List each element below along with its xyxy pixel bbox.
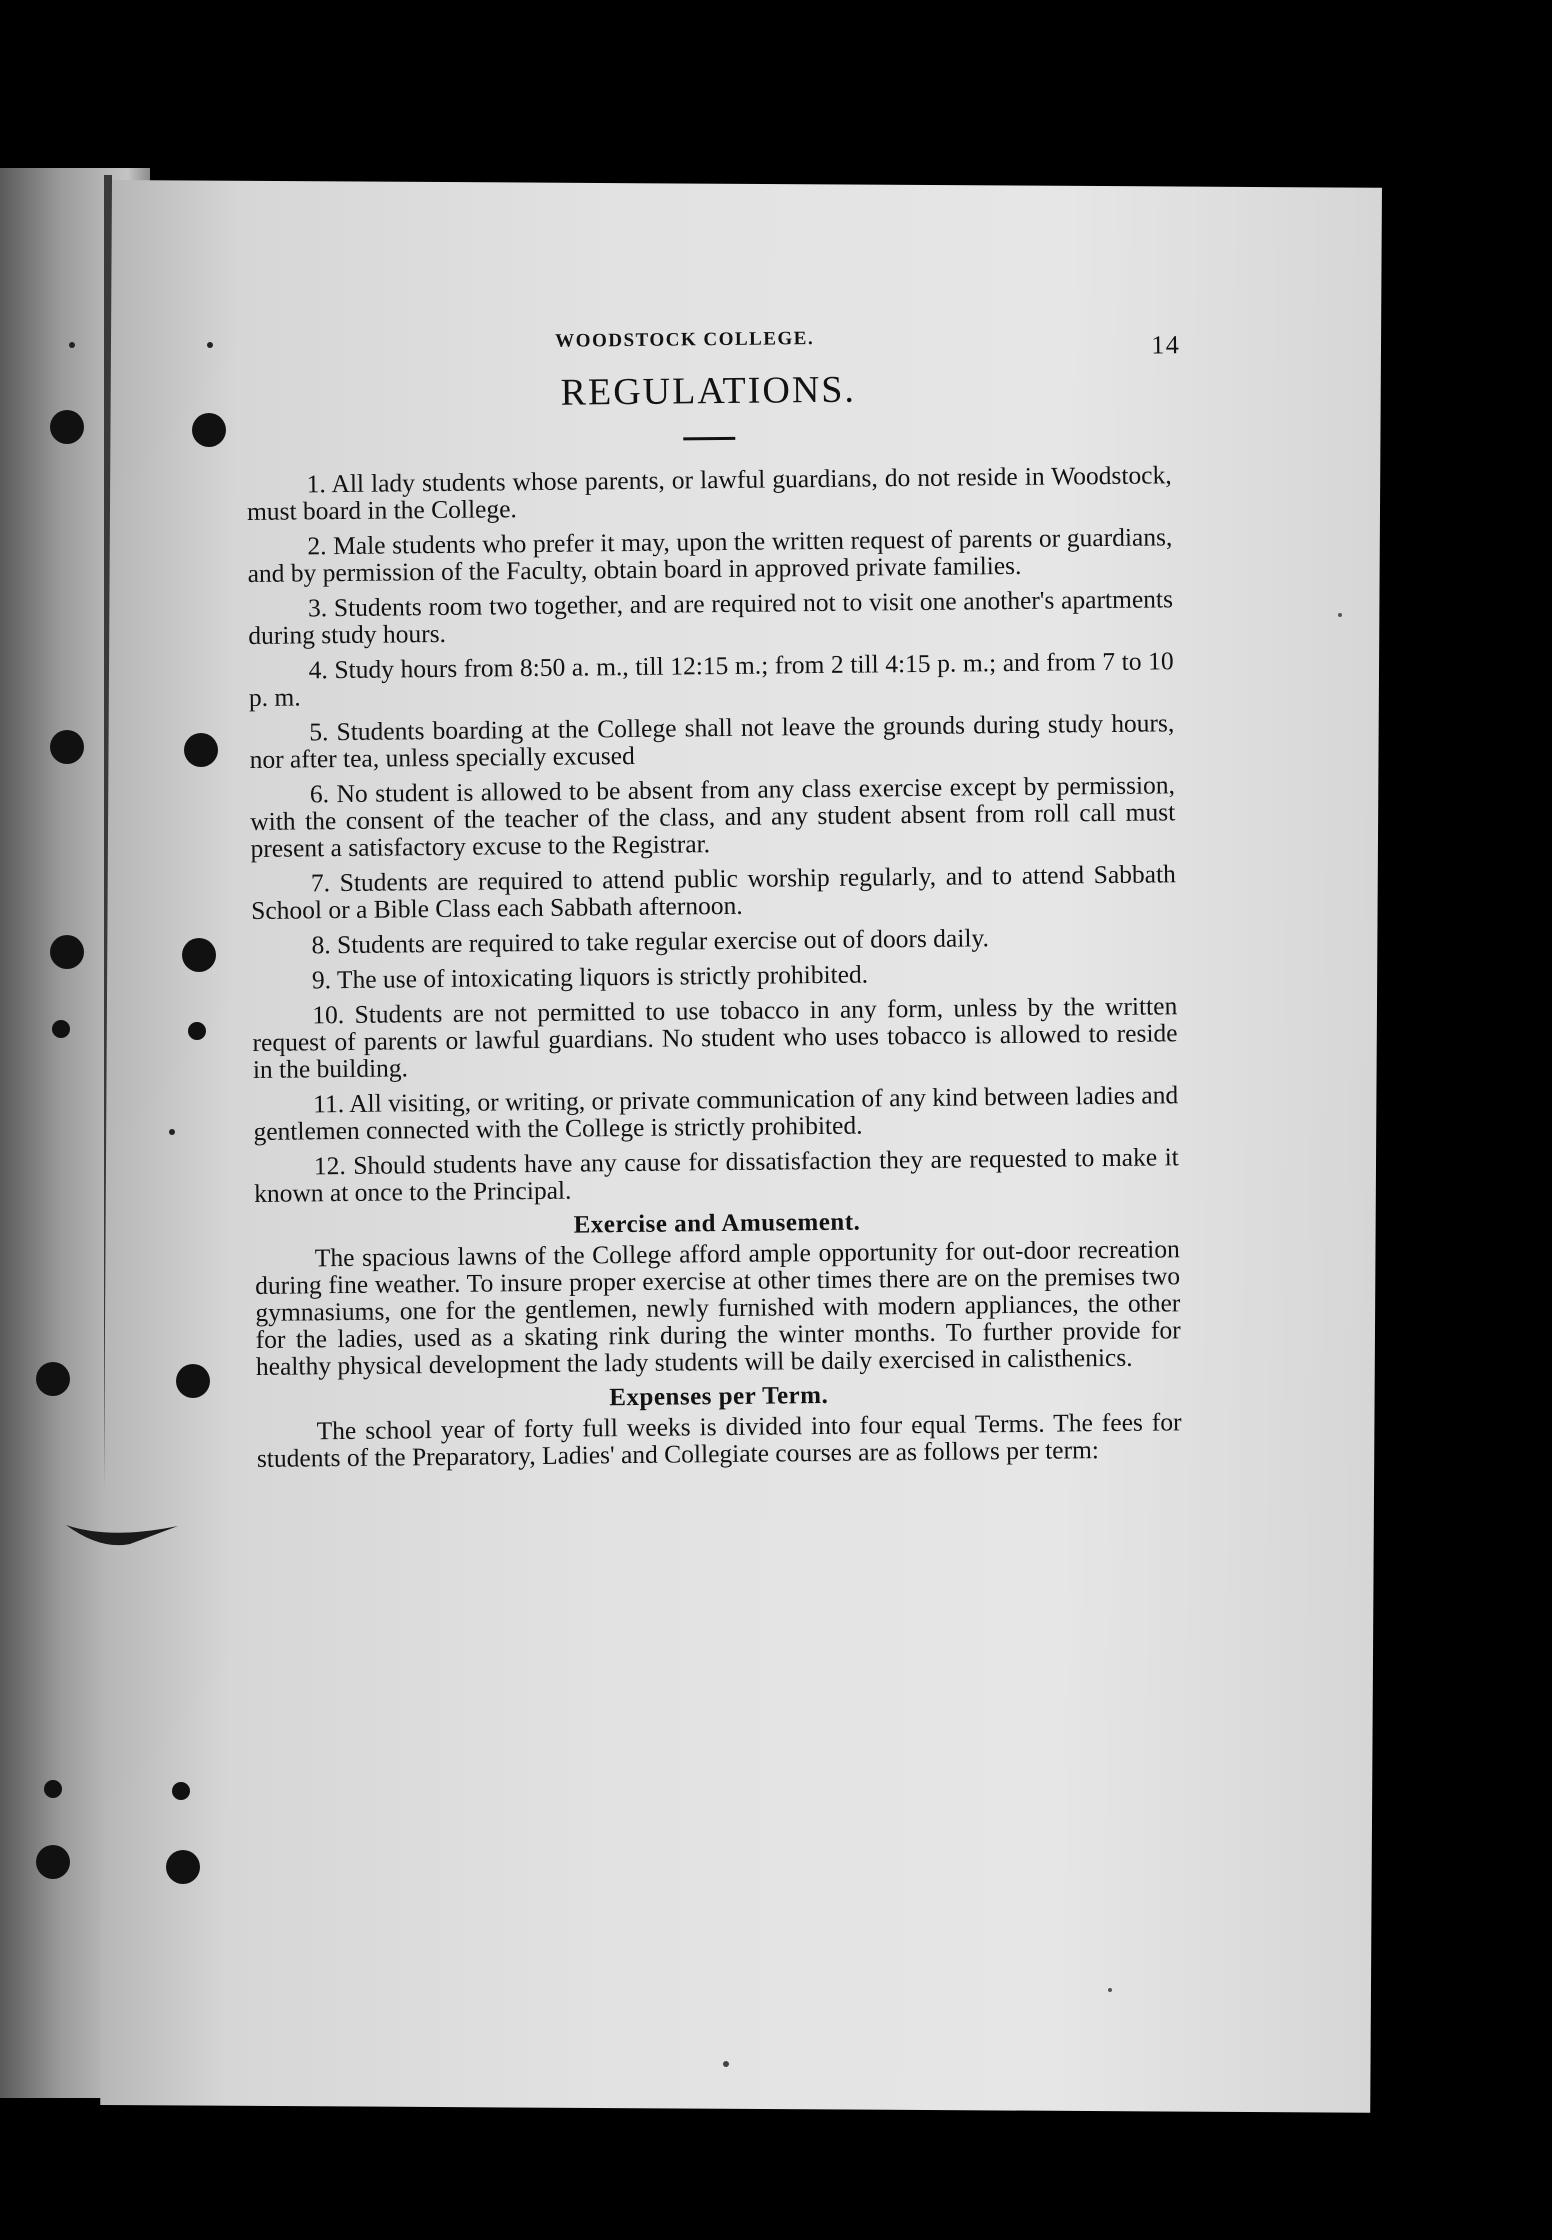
regulation-item: 4. Study hours from 8:50 a. m., till 12:15 m.; from 2 till 4:15 p. m.; and from 7 to 10 p. m. xyxy=(248,646,1174,712)
regulation-item: 12. Should students have any cause for dissatisfaction they are requested to make it known at once to the Principal. xyxy=(253,1142,1179,1208)
regulation-item: 5. Students boarding at the College shall not leave the grounds during study hours, nor after tea, unless specially excused xyxy=(249,708,1175,774)
regulation-item: 2. Male students who prefer it may, upon the written request of parents or guardians, and by permission of the Faculty, obtain board in approved private families. xyxy=(247,522,1173,588)
expenses-heading: Expenses per Term. xyxy=(609,1381,829,1412)
exercise-heading: Exercise and Amusement. xyxy=(573,1208,861,1239)
exercise-section xyxy=(255,1235,1181,1380)
regulation-item: 1. All lady students whose parents, or lawful guardians, do not reside in Woodstock, must board in the College. xyxy=(246,460,1172,526)
regulation-item: 8. Students are required to take regular exercise out of doors daily. xyxy=(311,923,990,960)
expenses-paragraph: The school year of forty full weeks is divided into four equal Terms. The fees for students of the Preparatory, Ladies' and Collegiate courses are as follows per term: xyxy=(256,1407,1182,1473)
regulations-heading: REGULATIONS. xyxy=(560,368,857,414)
regulation-item: 7. Students are required to attend public worship regularly, and to attend Sabbath School or a Bible Class each Sabbath afternoon. xyxy=(251,859,1177,925)
regulation-item: 6. No student is allowed to be absent from any class exercise except by permission, with the consent of the teacher of the class, and any student absent from roll call must present a satisfactory excuse to the Registrar. xyxy=(250,770,1176,863)
exercise-paragraph: The spacious lawns of the College afford ample opportunity for out-door recreation during fine weather. To insure proper exercise at other times there are on the premises two gymnasiums, one for the gentlemen, newly furnished with modern appliances, the other for the ladies, used as a skating rink during the winter months. To further provide for healthy physical development the lady students will be daily exercised in calisthenics. xyxy=(254,1234,1181,1381)
regulation-item: 10. Students are not permitted to use tobacco in any form, unless by the written request of parents or lawful guardians. No student who uses tobacco is allowed to reside in the building. xyxy=(252,991,1178,1084)
running-head xyxy=(245,310,1181,360)
running-title: WOODSTOCK COLLEGE. xyxy=(555,328,815,352)
regulation-item: 3. Students room two together, and are required not to visit one another's apartments during study hours. xyxy=(248,584,1174,650)
expenses-section xyxy=(256,1408,1182,1472)
regulation-item: 9. The use of intoxicating liquors is strictly prohibited. xyxy=(311,959,869,995)
heading-rule xyxy=(683,437,735,441)
regulations-list xyxy=(247,461,1180,1207)
page-content xyxy=(245,310,1182,1480)
regulation-item: 11. All visiting, or writing, or private communication of any kind between ladies and gentlemen connected with the College is strictly prohibited. xyxy=(253,1080,1179,1146)
page-number: 14 xyxy=(1151,330,1181,360)
